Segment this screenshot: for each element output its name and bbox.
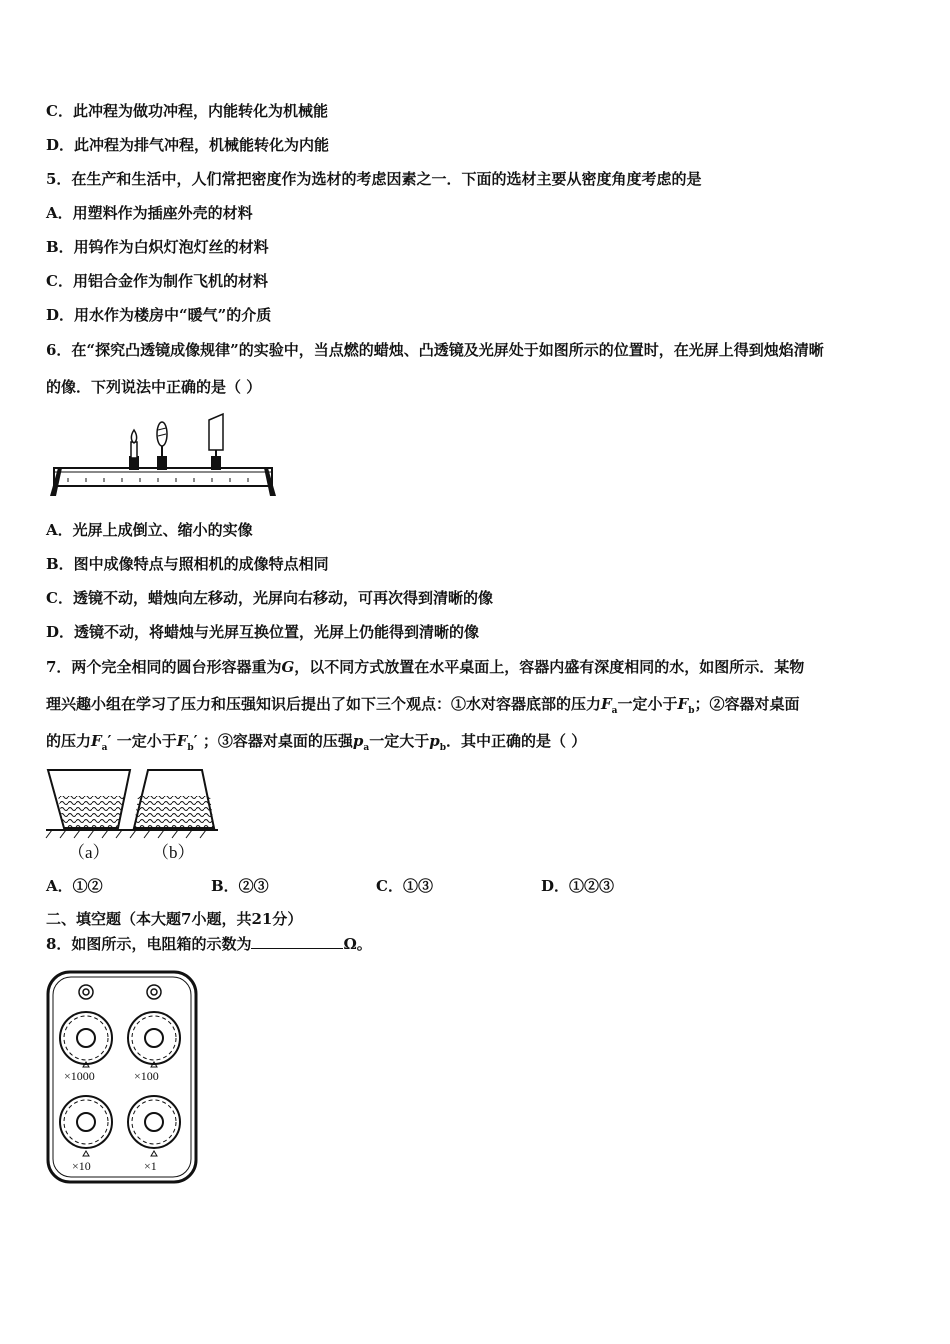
q6-stem-line1: 6．在“探究凸透镜成像规律”的实验中，当点燃的蜡烛、凸透镜及光屏处于如图所示的位置时，在光屏上得到烛焰清晰	[46, 341, 824, 359]
resistance-box-figure	[44, 968, 200, 1186]
q7-stem-line3: 的压力$F_a'$ 一定小于$F_b'$ ；③容器对桌面的压强$p_a$一定大于$p_b$．其中正确的是（ ）	[46, 732, 587, 753]
dial-label-1000: ×1000	[64, 1069, 95, 1083]
q5-option-b: B．用钨作为白炽灯泡灯丝的材料	[46, 238, 269, 256]
q7-option-c: C．①③	[376, 877, 433, 895]
q5-option-d: D．用水作为楼房中“暖气”的介质	[46, 306, 272, 324]
q7-option-a: A．①②	[46, 877, 103, 895]
section-heading: 二、填空题（本大题7小题，共21分）	[46, 910, 303, 928]
q7-stem-line1: 7．两个完全相同的圆台形容器重为G，以不同方式放置在水平桌面上，容器内盛有深度相同的水，如图所示．某物	[46, 658, 805, 676]
figure-label-b: （b）	[152, 843, 195, 862]
dial-label-1: ×1	[144, 1159, 157, 1173]
dial-label-100: ×100	[134, 1069, 159, 1083]
q7-stem-line2: 理兴趣小组在学习了压力和压强知识后提出了如下三个观点：①水对容器底部的压力$F_a$一定小于$F_b$；②容器对桌面	[46, 695, 800, 716]
figure-label-a: （a）	[68, 843, 110, 862]
q4-option-d: D．此冲程为排气冲程，机械能转化为内能	[46, 136, 330, 154]
q6-option-a: A．光屏上成倒立、缩小的实像	[46, 521, 253, 539]
answer-blank[interactable]	[251, 934, 343, 949]
containers-figure	[44, 764, 220, 866]
q6-option-d: D．透镜不动，将蜡烛与光屏互换位置，光屏上仍能得到清晰的像	[46, 623, 480, 641]
optical-bench-figure	[48, 412, 280, 504]
q6-option-c: C．透镜不动，蜡烛向左移动，光屏向右移动，可再次得到清晰的像	[46, 589, 493, 607]
q7-option-b: B．②③	[211, 877, 269, 895]
q4-option-c: C．此冲程为做功冲程，内能转化为机械能	[46, 102, 328, 120]
q5-option-c: C．用铝合金作为制作飞机的材料	[46, 272, 268, 290]
q6-stem-line2: 的像．下列说法中正确的是（ ）	[46, 378, 262, 396]
q8-stem: 8．如图所示，电阻箱的示数为 Ω。	[46, 935, 372, 953]
q7-option-d: D．①②③	[541, 877, 615, 895]
q6-option-b: B．图中成像特点与照相机的成像特点相同	[46, 555, 329, 573]
q5-stem: 5．在生产和生活中，人们常把密度作为选材的考虑因素之一．下面的选材主要从密度角度考虑的是	[46, 170, 702, 188]
dial-label-10: ×10	[72, 1159, 91, 1173]
q7-options	[46, 875, 746, 895]
q5-option-a: A．用塑料作为插座外壳的材料	[46, 204, 253, 222]
